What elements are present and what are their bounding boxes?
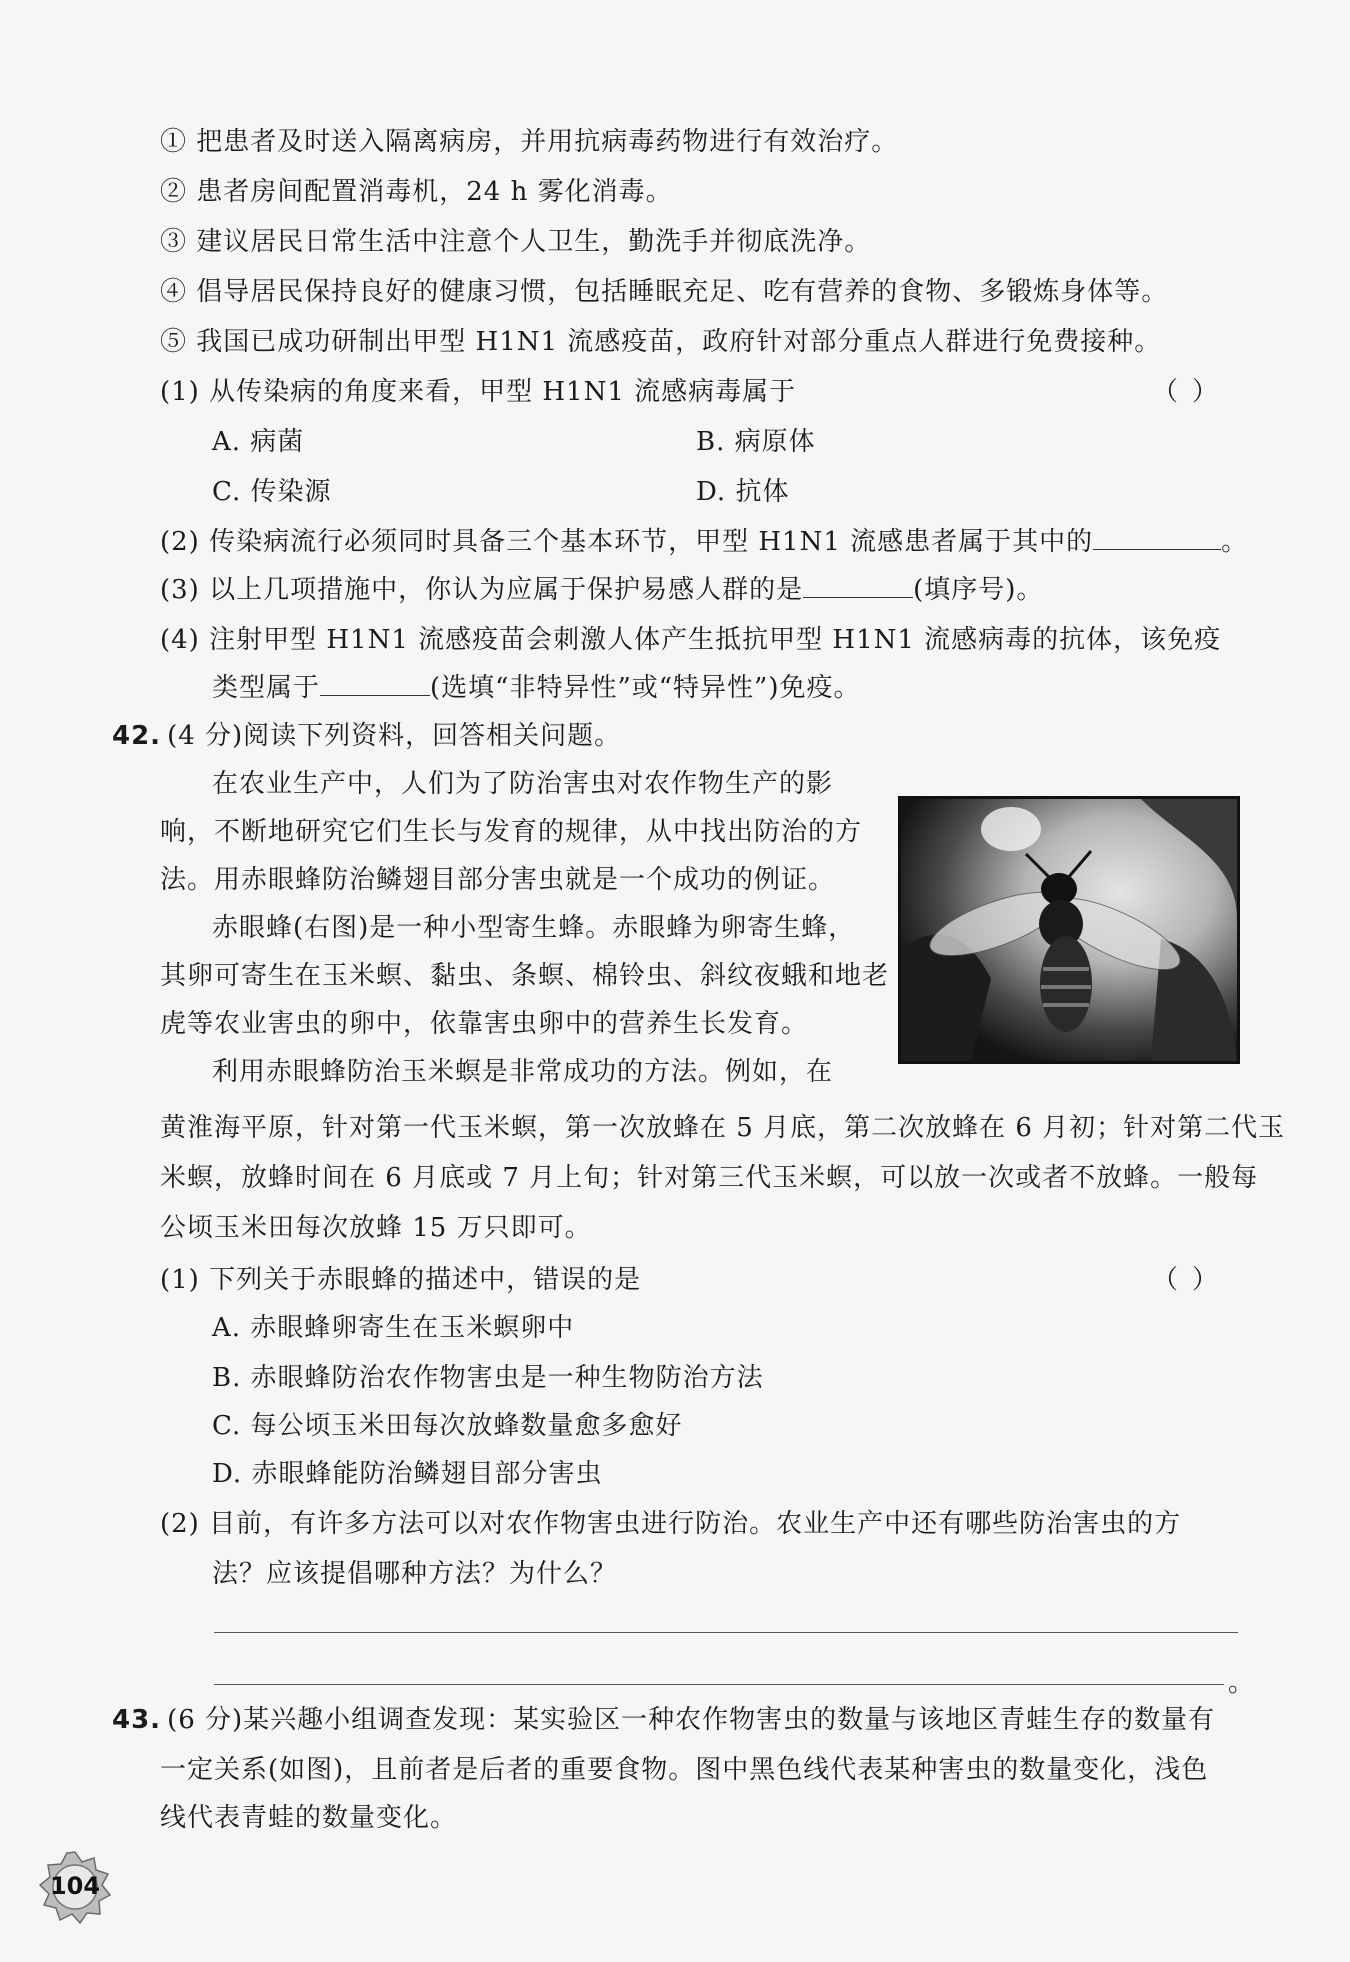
q41-sub4-blank[interactable]: [320, 671, 430, 696]
q42-passage-line: 在农业生产中，人们为了防治害虫对农作物生产的影: [212, 769, 834, 799]
q41-option-d[interactable]: D. 抗体: [696, 477, 790, 507]
q42-sub2-cont: 法？应该提倡哪种方法？为什么？: [212, 1559, 618, 1589]
q41-sub2-blank[interactable]: [1093, 525, 1221, 550]
q43-text-line-3: 线代表青蛙的数量变化。: [160, 1803, 458, 1833]
q42-passage-line: 法。用赤眼蜂防治鳞翅目部分害虫就是一个成功的例证。: [160, 865, 836, 895]
q42-passage-line: 赤眼蜂(右图)是一种小型寄生蜂。赤眼蜂为卵寄生蜂，: [212, 913, 856, 943]
page-number: 104: [49, 1872, 101, 1900]
q42-sub1: (1) 下列关于赤眼蜂的描述中，错误的是: [160, 1265, 642, 1295]
q41-sub2-end: 。: [1221, 527, 1249, 557]
q42-passage-line: 其卵可寄生在玉米螟、黏虫、条螟、棉铃虫、斜纹夜蛾和地老: [160, 961, 890, 991]
q41-sub4-tail: (选填“非特异性”或“特异性”)免疫。: [430, 673, 861, 703]
q42-sub1-answer-paren[interactable]: （）: [1152, 1265, 1233, 1295]
q42-passage-line: 响，不断地研究它们生长与发育的规律，从中找出防治的方: [160, 817, 863, 847]
q42-sub2: (2) 目前，有许多方法可以对农作物害虫进行防治。农业生产中还有哪些防治害虫的方: [160, 1509, 1182, 1539]
q42-number: 42.: [112, 721, 162, 751]
q42-option-c[interactable]: C. 每公顷玉米田每次放蜂数量愈多愈好: [212, 1411, 683, 1441]
q42-passage-line: 公顷玉米田每次放蜂 15 万只即可。: [160, 1213, 592, 1243]
q42-instruction: (4 分)阅读下列资料，回答相关问题。: [167, 721, 622, 751]
q41-sub3-end: (填序号)。: [913, 575, 1044, 605]
q43-number: 43.: [112, 1705, 162, 1735]
q43-text-line-1: (6 分)某兴趣小组调查发现：某实验区一种农作物害虫的数量与该地区青蛙生存的数量有: [167, 1705, 1216, 1735]
q42-header: [112, 718, 621, 754]
q41-option-c[interactable]: C. 传染源: [212, 477, 332, 507]
q43-text-line-2: 一定关系(如图)，且前者是后者的重要食物。图中黑色线代表某种害虫的数量变化，浅色: [160, 1755, 1209, 1785]
q41-option-b[interactable]: B. 病原体: [696, 427, 816, 457]
q42-answer-line-1[interactable]: [214, 1632, 1238, 1633]
q41-sub4-cont: [212, 670, 860, 706]
q42-passage-line: 利用赤眼蜂防治玉米螟是非常成功的方法。例如，在: [212, 1057, 834, 1087]
measure-5: ⑤ 我国已成功研制出甲型 H1N1 流感疫苗，政府针对部分重点人群进行免费接种。: [160, 327, 1162, 357]
q41-sub3: [160, 572, 1043, 608]
q42-option-b[interactable]: B. 赤眼蜂防治农作物害虫是一种生物防治方法: [212, 1363, 764, 1393]
q42-passage-line: 米螟，放蜂时间在 6 月底或 7 月上旬；针对第三代玉米螟，可以放一次或者不放蜂。一般每: [160, 1163, 1259, 1193]
q43-header: [112, 1702, 1215, 1738]
page-number-badge: [38, 1850, 112, 1924]
q42-passage-line: 黄淮海平原，针对第一代玉米螟，第一次放蜂在 5 月底，第二次放蜂在 6 月初；针对第二代玉: [160, 1113, 1286, 1143]
measure-4: ④ 倡导居民保持良好的健康习惯，包括睡眠充足、吃有营养的食物、多锻炼身体等。: [160, 277, 1169, 307]
q41-sub4: (4) 注射甲型 H1N1 流感疫苗会刺激人体产生抵抗甲型 H1N1 流感病毒的抗体，该免疫: [160, 625, 1222, 655]
measure-1: ① 把患者及时送入隔离病房，并用抗病毒药物进行有效治疗。: [160, 127, 899, 157]
q41-sub4-lead: 类型属于: [212, 673, 321, 703]
q42-option-d[interactable]: D. 赤眼蜂能防治鳞翅目部分害虫: [212, 1459, 603, 1489]
q41-sub2: [160, 524, 1248, 560]
q42-answer-line-2[interactable]: [214, 1684, 1224, 1685]
q42-answer-period: 。: [1228, 1668, 1255, 1698]
q41-sub1-answer-paren[interactable]: （）: [1152, 377, 1233, 407]
trichogramma-wasp-photo: [898, 796, 1240, 1064]
q42-option-a[interactable]: A. 赤眼蜂卵寄生在玉米螟卵中: [212, 1313, 575, 1343]
q41-sub1: (1) 从传染病的角度来看，甲型 H1N1 流感病毒属于: [160, 377, 797, 407]
q42-passage-line: 虎等农业害虫的卵中，依靠害虫卵中的营养生长发育。: [160, 1009, 809, 1039]
q41-option-a[interactable]: A. 病菌: [212, 427, 305, 457]
wasp-illustration: [901, 799, 1237, 1061]
q41-sub3-blank[interactable]: [803, 573, 913, 598]
q41-sub2-text: (2) 传染病流行必须同时具备三个基本环节，甲型 H1N1 流感患者属于其中的: [160, 527, 1094, 557]
measure-2: ② 患者房间配置消毒机，24 h 雾化消毒。: [160, 177, 673, 207]
q41-sub3-text: (3) 以上几项措施中，你认为应属于保护易感人群的是: [160, 575, 804, 605]
measure-3: ③ 建议居民日常生活中注意个人卫生，勤洗手并彻底洗净。: [160, 227, 872, 257]
